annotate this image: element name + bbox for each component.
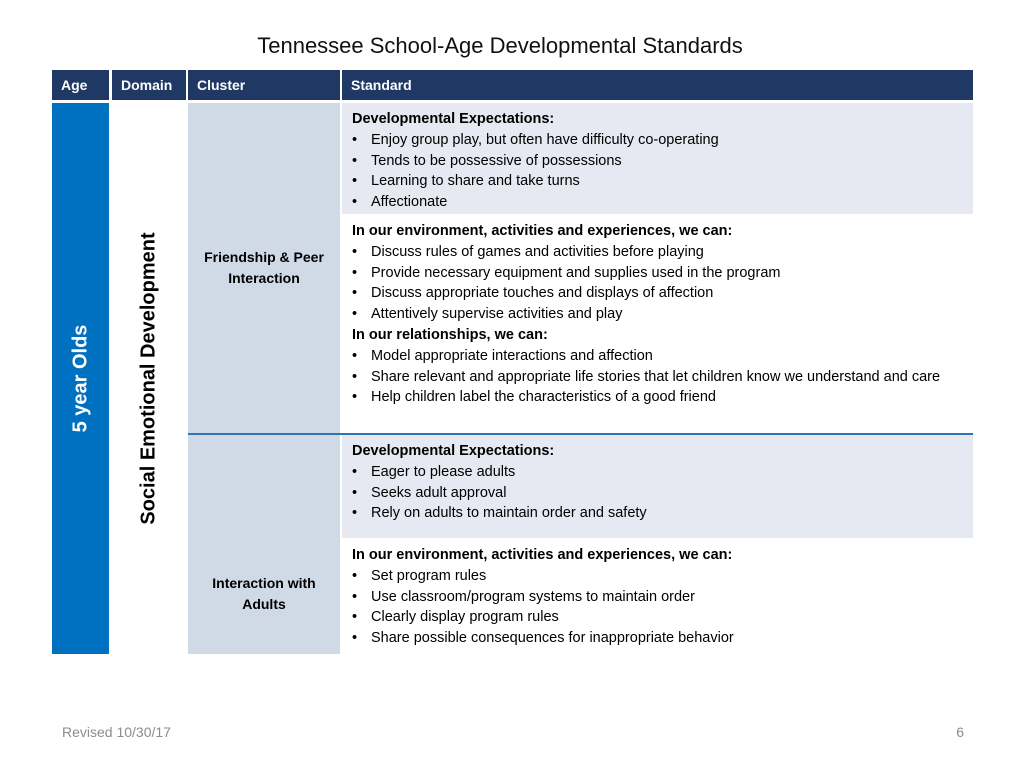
domain-label: Social Emotional Development (137, 232, 160, 525)
expectations-list (352, 462, 963, 524)
expectations-list (352, 130, 963, 213)
list-item: • Attentively supervise activities and play (352, 304, 963, 325)
list-item: • Share relevant and appropriate life stories that let children know we understand and care (352, 367, 963, 388)
list-item: • Discuss appropriate touches and displays of affection (352, 283, 963, 304)
relationships-heading: In our relationships, we can: (352, 326, 548, 343)
list-item: • Discuss rules of games and activities before playing (352, 242, 963, 263)
list-item: • Use classroom/program systems to maintain order (352, 587, 963, 608)
list-item: • Affectionate (352, 192, 963, 213)
list-item: • Enjoy group play, but often have difficulty co-operating (352, 130, 963, 151)
list-item: • Set program rules (352, 566, 963, 587)
revised-date: Revised 10/30/17 (62, 724, 171, 740)
environment-heading: In our environment, activities and experiences, we can: (352, 223, 733, 239)
expectations-heading: Developmental Expectations: (352, 111, 555, 127)
relationships-list (352, 346, 963, 408)
header-domain: Domain (112, 70, 186, 100)
standard-expectations-friendship (342, 103, 973, 214)
standard-strategies-friendship (342, 215, 973, 433)
header-cluster: Cluster (188, 70, 340, 100)
cluster-cell-adults (188, 435, 340, 654)
list-item: • Tends to be possessive of possessions (352, 151, 963, 172)
cluster-label: Friendship & Peer Interaction (204, 249, 324, 286)
environment-list (352, 242, 963, 325)
cluster-cell-friendship (188, 103, 340, 433)
standard-expectations-adults (342, 435, 973, 538)
list-item: • Clearly display program rules (352, 607, 963, 628)
list-item: • Eager to please adults (352, 462, 963, 483)
environment-list (352, 566, 963, 649)
list-item: • Provide necessary equipment and supplies used in the program (352, 263, 963, 284)
standard-strategies-adults (342, 539, 973, 654)
list-item: • Share possible consequences for inappropriate behavior (352, 628, 963, 649)
cluster-label: Interaction with Adults (212, 574, 316, 612)
page-title: Tennessee School-Age Developmental Standards (257, 33, 743, 58)
age-label: 5 year Olds (69, 324, 91, 433)
list-item: • Rely on adults to maintain order and safety (352, 503, 963, 524)
domain-cell (112, 103, 186, 654)
expectations-heading: Developmental Expectations: (352, 443, 555, 459)
standards-table (52, 70, 973, 654)
header-age: Age (52, 70, 109, 100)
age-cell (52, 103, 109, 654)
header-standard: Standard (342, 70, 973, 100)
environment-heading: In our environment, activities and experiences, we can: (352, 547, 733, 563)
page-number: 6 (956, 724, 964, 740)
list-item: • Help children label the characteristics of a good friend (352, 387, 963, 408)
list-item: • Model appropriate interactions and affection (352, 346, 963, 367)
list-item: • Learning to share and take turns (352, 171, 963, 192)
list-item: • Seeks adult approval (352, 483, 963, 504)
